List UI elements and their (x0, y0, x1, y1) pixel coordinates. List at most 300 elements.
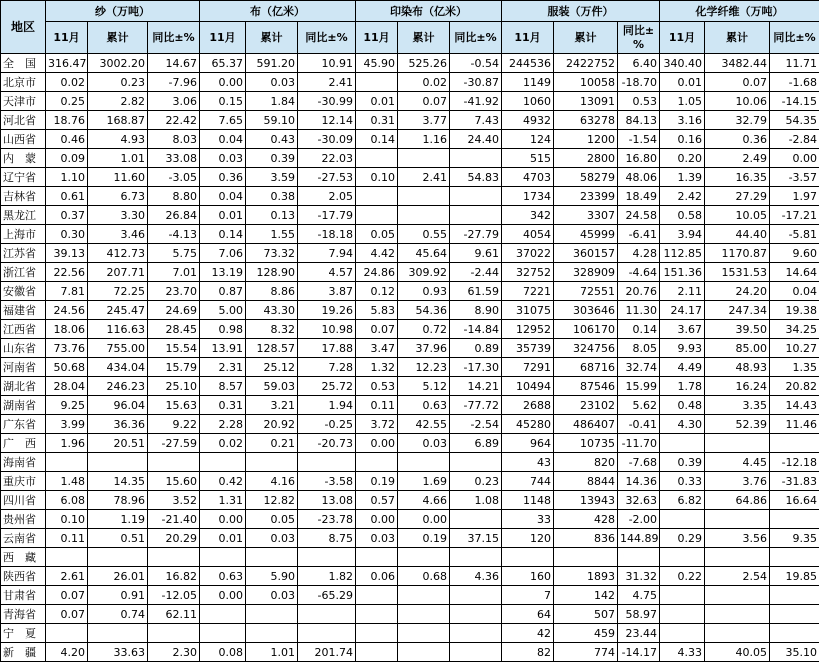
table-row (1, 73, 819, 92)
value-cell: 0.19 (356, 472, 398, 491)
value-cell: 10.91 (298, 54, 356, 73)
value-cell: -12.05 (148, 586, 200, 605)
value-cell: 39.50 (705, 320, 770, 339)
table-row (1, 320, 819, 339)
value-cell: 54.83 (450, 168, 502, 187)
value-cell: 33 (502, 510, 554, 529)
value-cell: 0.36 (705, 130, 770, 149)
value-cell: 1170.87 (705, 244, 770, 263)
value-cell: 2.54 (705, 567, 770, 586)
value-cell: -12.18 (770, 453, 819, 472)
region-cell: 内 蒙 (1, 149, 46, 168)
value-cell (705, 605, 770, 624)
value-cell: 85.00 (705, 339, 770, 358)
value-cell: 0.22 (660, 567, 705, 586)
sub-header-month: 11月 (46, 22, 88, 54)
value-cell (298, 453, 356, 472)
region-cell: 甘肃省 (1, 586, 46, 605)
value-cell: 45.64 (398, 244, 450, 263)
value-cell: 0.91 (88, 586, 148, 605)
value-cell: 7.06 (200, 244, 246, 263)
value-cell: 59.03 (246, 377, 298, 396)
value-cell: 23102 (554, 396, 618, 415)
value-cell: 4.42 (356, 244, 398, 263)
value-cell: -2.84 (770, 130, 819, 149)
table-row (1, 92, 819, 111)
value-cell: 2.11 (660, 282, 705, 301)
value-cell: 10.05 (705, 206, 770, 225)
value-cell (356, 73, 398, 92)
value-cell: 37.96 (398, 339, 450, 358)
value-cell: -3.58 (298, 472, 356, 491)
value-cell: 44.40 (705, 225, 770, 244)
value-cell (88, 453, 148, 472)
value-cell: 25.72 (298, 377, 356, 396)
region-cell: 安徽省 (1, 282, 46, 301)
value-cell: 3002.20 (88, 54, 148, 73)
value-cell: 1148 (502, 491, 554, 510)
value-cell: 0.07 (705, 73, 770, 92)
value-cell: 1.35 (770, 358, 819, 377)
value-cell: 0.14 (356, 130, 398, 149)
value-cell: 7.28 (298, 358, 356, 377)
value-cell: 0.74 (88, 605, 148, 624)
value-cell: 0.61 (46, 187, 88, 206)
value-cell: 11.60 (88, 168, 148, 187)
value-cell: 10735 (554, 434, 618, 453)
table-row (1, 168, 819, 187)
value-cell: -0.25 (298, 415, 356, 434)
value-cell (770, 510, 819, 529)
value-cell: 12952 (502, 320, 554, 339)
value-cell: 0.42 (200, 472, 246, 491)
table-row (1, 244, 819, 263)
table-row (1, 225, 819, 244)
value-cell (660, 548, 705, 567)
value-cell: 0.12 (356, 282, 398, 301)
value-cell: 1149 (502, 73, 554, 92)
value-cell: 360157 (554, 244, 618, 263)
value-cell (148, 453, 200, 472)
value-cell: 1.31 (200, 491, 246, 510)
group-header-garments: 服装（万件） (502, 1, 660, 22)
value-cell: 0.58 (660, 206, 705, 225)
value-cell: 2.42 (660, 187, 705, 206)
value-cell: 15.63 (148, 396, 200, 415)
value-cell (450, 586, 502, 605)
value-cell: 0.19 (398, 529, 450, 548)
value-cell: 9.22 (148, 415, 200, 434)
value-cell: -14.15 (770, 92, 819, 111)
value-cell: -7.68 (618, 453, 660, 472)
value-cell: 8.86 (246, 282, 298, 301)
value-cell: 20.82 (770, 377, 819, 396)
value-cell: 16.24 (705, 377, 770, 396)
value-cell: 0.31 (356, 111, 398, 130)
value-cell: 316.47 (46, 54, 88, 73)
value-cell (356, 149, 398, 168)
value-cell: 836 (554, 529, 618, 548)
value-cell: 0.36 (200, 168, 246, 187)
value-cell: 5.00 (200, 301, 246, 320)
table-header (1, 1, 819, 54)
value-cell: 1.97 (770, 187, 819, 206)
value-cell: 0.04 (200, 130, 246, 149)
value-cell: 1.94 (298, 396, 356, 415)
region-cell: 广东省 (1, 415, 46, 434)
table-row (1, 491, 819, 510)
value-cell: 8.03 (148, 130, 200, 149)
value-cell: 4703 (502, 168, 554, 187)
table-row (1, 54, 819, 73)
table-row (1, 301, 819, 320)
value-cell: 24.58 (618, 206, 660, 225)
region-cell: 北京市 (1, 73, 46, 92)
value-cell: 128.57 (246, 339, 298, 358)
value-cell (356, 643, 398, 662)
value-cell: 16.64 (770, 491, 819, 510)
value-cell: 0.05 (246, 510, 298, 529)
value-cell: 40.05 (705, 643, 770, 662)
value-cell: 0.11 (46, 529, 88, 548)
value-cell (46, 624, 88, 643)
value-cell (88, 548, 148, 567)
value-cell: 324756 (554, 339, 618, 358)
value-cell (450, 149, 502, 168)
value-cell: 35.10 (770, 643, 819, 662)
value-cell (398, 643, 450, 662)
sub-header-yoy: 同比±% (450, 22, 502, 54)
value-cell: 8.57 (200, 377, 246, 396)
value-cell: 18.49 (618, 187, 660, 206)
value-cell: 0.16 (660, 130, 705, 149)
value-cell: 0.72 (398, 320, 450, 339)
value-cell: 4932 (502, 111, 554, 130)
table-row (1, 453, 819, 472)
value-cell: 64.86 (705, 491, 770, 510)
value-cell: 7221 (502, 282, 554, 301)
value-cell: 8.75 (298, 529, 356, 548)
value-cell: 0.02 (398, 73, 450, 92)
value-cell: 23.44 (618, 624, 660, 643)
value-cell: -27.79 (450, 225, 502, 244)
value-cell: 37022 (502, 244, 554, 263)
region-cell: 湖北省 (1, 377, 46, 396)
value-cell: 0.04 (200, 187, 246, 206)
value-cell: 0.25 (46, 92, 88, 111)
region-cell: 江西省 (1, 320, 46, 339)
value-cell: 22.03 (298, 149, 356, 168)
value-cell: 27.29 (705, 187, 770, 206)
value-cell: 0.46 (46, 130, 88, 149)
value-cell: 340.40 (660, 54, 705, 73)
value-cell (770, 586, 819, 605)
value-cell: -4.64 (618, 263, 660, 282)
value-cell: 28.04 (46, 377, 88, 396)
value-cell (660, 624, 705, 643)
value-cell: 13091 (554, 92, 618, 111)
value-cell: 3.59 (246, 168, 298, 187)
value-cell: 14.64 (770, 263, 819, 282)
value-cell: 32.79 (705, 111, 770, 130)
value-cell: 0.07 (398, 92, 450, 111)
value-cell: 7 (502, 586, 554, 605)
value-cell (450, 624, 502, 643)
value-cell (398, 149, 450, 168)
value-cell: 112.85 (660, 244, 705, 263)
table-row (1, 605, 819, 624)
value-cell: 0.06 (356, 567, 398, 586)
value-cell: -27.53 (298, 168, 356, 187)
value-cell: 144.89 (618, 529, 660, 548)
value-cell: -27.59 (148, 434, 200, 453)
region-cell: 河南省 (1, 358, 46, 377)
value-cell (298, 624, 356, 643)
sub-header-month: 11月 (200, 22, 246, 54)
value-cell: 4.66 (398, 491, 450, 510)
value-cell: 0.07 (356, 320, 398, 339)
value-cell: 9.60 (770, 244, 819, 263)
sub-header-cumulative: 累计 (705, 22, 770, 54)
value-cell: 7.43 (450, 111, 502, 130)
value-cell: 0.23 (450, 472, 502, 491)
table-row (1, 149, 819, 168)
value-cell (450, 453, 502, 472)
value-cell: 4.45 (705, 453, 770, 472)
value-cell: 64 (502, 605, 554, 624)
value-cell: 0.15 (200, 92, 246, 111)
table-row (1, 358, 819, 377)
value-cell: 32752 (502, 263, 554, 282)
value-cell: 0.01 (356, 92, 398, 111)
value-cell: 22.42 (148, 111, 200, 130)
value-cell: -18.18 (298, 225, 356, 244)
value-cell: 0.02 (200, 434, 246, 453)
value-cell: 7291 (502, 358, 554, 377)
value-cell: 31.32 (618, 567, 660, 586)
value-cell: 0.51 (88, 529, 148, 548)
value-cell: 0.02 (46, 73, 88, 92)
value-cell: 0.29 (660, 529, 705, 548)
table-body (1, 54, 819, 662)
value-cell: 2.41 (298, 73, 356, 92)
value-cell: 3.76 (705, 472, 770, 491)
value-cell (246, 624, 298, 643)
value-cell: 2.41 (398, 168, 450, 187)
value-cell: 15.54 (148, 339, 200, 358)
value-cell: 3.35 (705, 396, 770, 415)
value-cell (88, 624, 148, 643)
region-cell: 贵州省 (1, 510, 46, 529)
value-cell: 11.46 (770, 415, 819, 434)
value-cell: 2800 (554, 149, 618, 168)
value-cell: 13.08 (298, 491, 356, 510)
value-cell: 3.16 (660, 111, 705, 130)
value-cell: 78.96 (88, 491, 148, 510)
value-cell: 20.76 (618, 282, 660, 301)
value-cell: 0.68 (398, 567, 450, 586)
value-cell: 0.10 (46, 510, 88, 529)
value-cell: -21.40 (148, 510, 200, 529)
value-cell: 33.08 (148, 149, 200, 168)
region-header: 地区 (1, 1, 46, 54)
sub-header-cumulative: 累计 (246, 22, 298, 54)
value-cell: 9.61 (450, 244, 502, 263)
value-cell (356, 187, 398, 206)
value-cell: 0.09 (46, 149, 88, 168)
value-cell: 0.04 (770, 282, 819, 301)
value-cell: 2422752 (554, 54, 618, 73)
value-cell: 9.25 (46, 396, 88, 415)
value-cell: 2.30 (148, 643, 200, 662)
value-cell: 36.36 (88, 415, 148, 434)
value-cell (502, 548, 554, 567)
value-cell: 26.84 (148, 206, 200, 225)
value-cell: 151.36 (660, 263, 705, 282)
region-cell: 上海市 (1, 225, 46, 244)
value-cell: 160 (502, 567, 554, 586)
value-cell: 8.05 (618, 339, 660, 358)
table-row (1, 187, 819, 206)
value-cell: 5.75 (148, 244, 200, 263)
value-cell: -0.41 (618, 415, 660, 434)
value-cell: 58279 (554, 168, 618, 187)
value-cell (356, 206, 398, 225)
value-cell: -23.78 (298, 510, 356, 529)
value-cell: 72551 (554, 282, 618, 301)
sub-header-month: 11月 (660, 22, 705, 54)
value-cell: 82 (502, 643, 554, 662)
value-cell: -65.29 (298, 586, 356, 605)
value-cell (46, 453, 88, 472)
value-cell (356, 586, 398, 605)
value-cell: -1.54 (618, 130, 660, 149)
value-cell: 50.68 (46, 358, 88, 377)
value-cell: 15.60 (148, 472, 200, 491)
value-cell (618, 548, 660, 567)
group-header-chemical-fiber: 化学纤维（万吨） (660, 1, 819, 22)
value-cell: 2.61 (46, 567, 88, 586)
value-cell (356, 605, 398, 624)
table-row (1, 396, 819, 415)
value-cell: 32.74 (618, 358, 660, 377)
value-cell: 16.82 (148, 567, 200, 586)
value-cell: 0.53 (618, 92, 660, 111)
value-cell: 0.07 (46, 605, 88, 624)
value-cell: 3.47 (356, 339, 398, 358)
value-cell (398, 548, 450, 567)
value-cell: 3.21 (246, 396, 298, 415)
value-cell: 1734 (502, 187, 554, 206)
value-cell: -3.05 (148, 168, 200, 187)
value-cell: 5.90 (246, 567, 298, 586)
value-cell (356, 624, 398, 643)
region-cell: 全 国 (1, 54, 46, 73)
value-cell: 24.86 (356, 263, 398, 282)
value-cell: 4.57 (298, 263, 356, 282)
value-cell: 459 (554, 624, 618, 643)
value-cell: 20.29 (148, 529, 200, 548)
value-cell: 1.16 (398, 130, 450, 149)
value-cell: 87546 (554, 377, 618, 396)
value-cell: -5.81 (770, 225, 819, 244)
value-cell: -20.73 (298, 434, 356, 453)
group-header-yarn: 纱（万吨） (46, 1, 200, 22)
value-cell (200, 453, 246, 472)
value-cell: -14.84 (450, 320, 502, 339)
value-cell: 0.63 (200, 567, 246, 586)
value-cell: 23399 (554, 187, 618, 206)
value-cell: 3.87 (298, 282, 356, 301)
value-cell (246, 548, 298, 567)
value-cell: 43 (502, 453, 554, 472)
value-cell: 1.01 (88, 149, 148, 168)
value-cell: 0.00 (356, 510, 398, 529)
value-cell: 428 (554, 510, 618, 529)
sub-header-yoy: 同比±% (618, 22, 660, 54)
value-cell: 0.33 (660, 472, 705, 491)
value-cell: 0.39 (660, 453, 705, 472)
table-row (1, 377, 819, 396)
value-cell: 0.03 (246, 586, 298, 605)
value-cell: 591.20 (246, 54, 298, 73)
value-cell: 755.00 (88, 339, 148, 358)
table-row (1, 415, 819, 434)
value-cell: 0.31 (200, 396, 246, 415)
value-cell (298, 605, 356, 624)
value-cell: 3.52 (148, 491, 200, 510)
value-cell (660, 586, 705, 605)
region-cell: 天津市 (1, 92, 46, 111)
value-cell: 14.67 (148, 54, 200, 73)
value-cell: 1060 (502, 92, 554, 111)
region-cell: 广 西 (1, 434, 46, 453)
sub-header-yoy: 同比±% (148, 22, 200, 54)
value-cell: 0.63 (398, 396, 450, 415)
value-cell (200, 548, 246, 567)
value-cell: 1.08 (450, 491, 502, 510)
value-cell: -6.41 (618, 225, 660, 244)
value-cell (356, 548, 398, 567)
value-cell: 73.76 (46, 339, 88, 358)
value-cell: 1.82 (298, 567, 356, 586)
region-cell: 辽宁省 (1, 168, 46, 187)
value-cell: -17.21 (770, 206, 819, 225)
value-cell: 5.83 (356, 301, 398, 320)
value-cell: 37.15 (450, 529, 502, 548)
value-cell: 12.82 (246, 491, 298, 510)
value-cell: 12.23 (398, 358, 450, 377)
value-cell: -41.92 (450, 92, 502, 111)
value-cell: 6.08 (46, 491, 88, 510)
region-cell: 四川省 (1, 491, 46, 510)
value-cell: 1200 (554, 130, 618, 149)
value-cell: 0.00 (356, 434, 398, 453)
value-cell: 168.87 (88, 111, 148, 130)
value-cell: 2.05 (298, 187, 356, 206)
table-row (1, 472, 819, 491)
value-cell: 0.00 (200, 586, 246, 605)
value-cell: 31075 (502, 301, 554, 320)
value-cell: 1.01 (246, 643, 298, 662)
value-cell: 434.04 (88, 358, 148, 377)
value-cell: 32.63 (618, 491, 660, 510)
value-cell: -3.57 (770, 168, 819, 187)
value-cell: 63278 (554, 111, 618, 130)
value-cell (660, 434, 705, 453)
value-cell: 1.48 (46, 472, 88, 491)
value-cell: 3482.44 (705, 54, 770, 73)
